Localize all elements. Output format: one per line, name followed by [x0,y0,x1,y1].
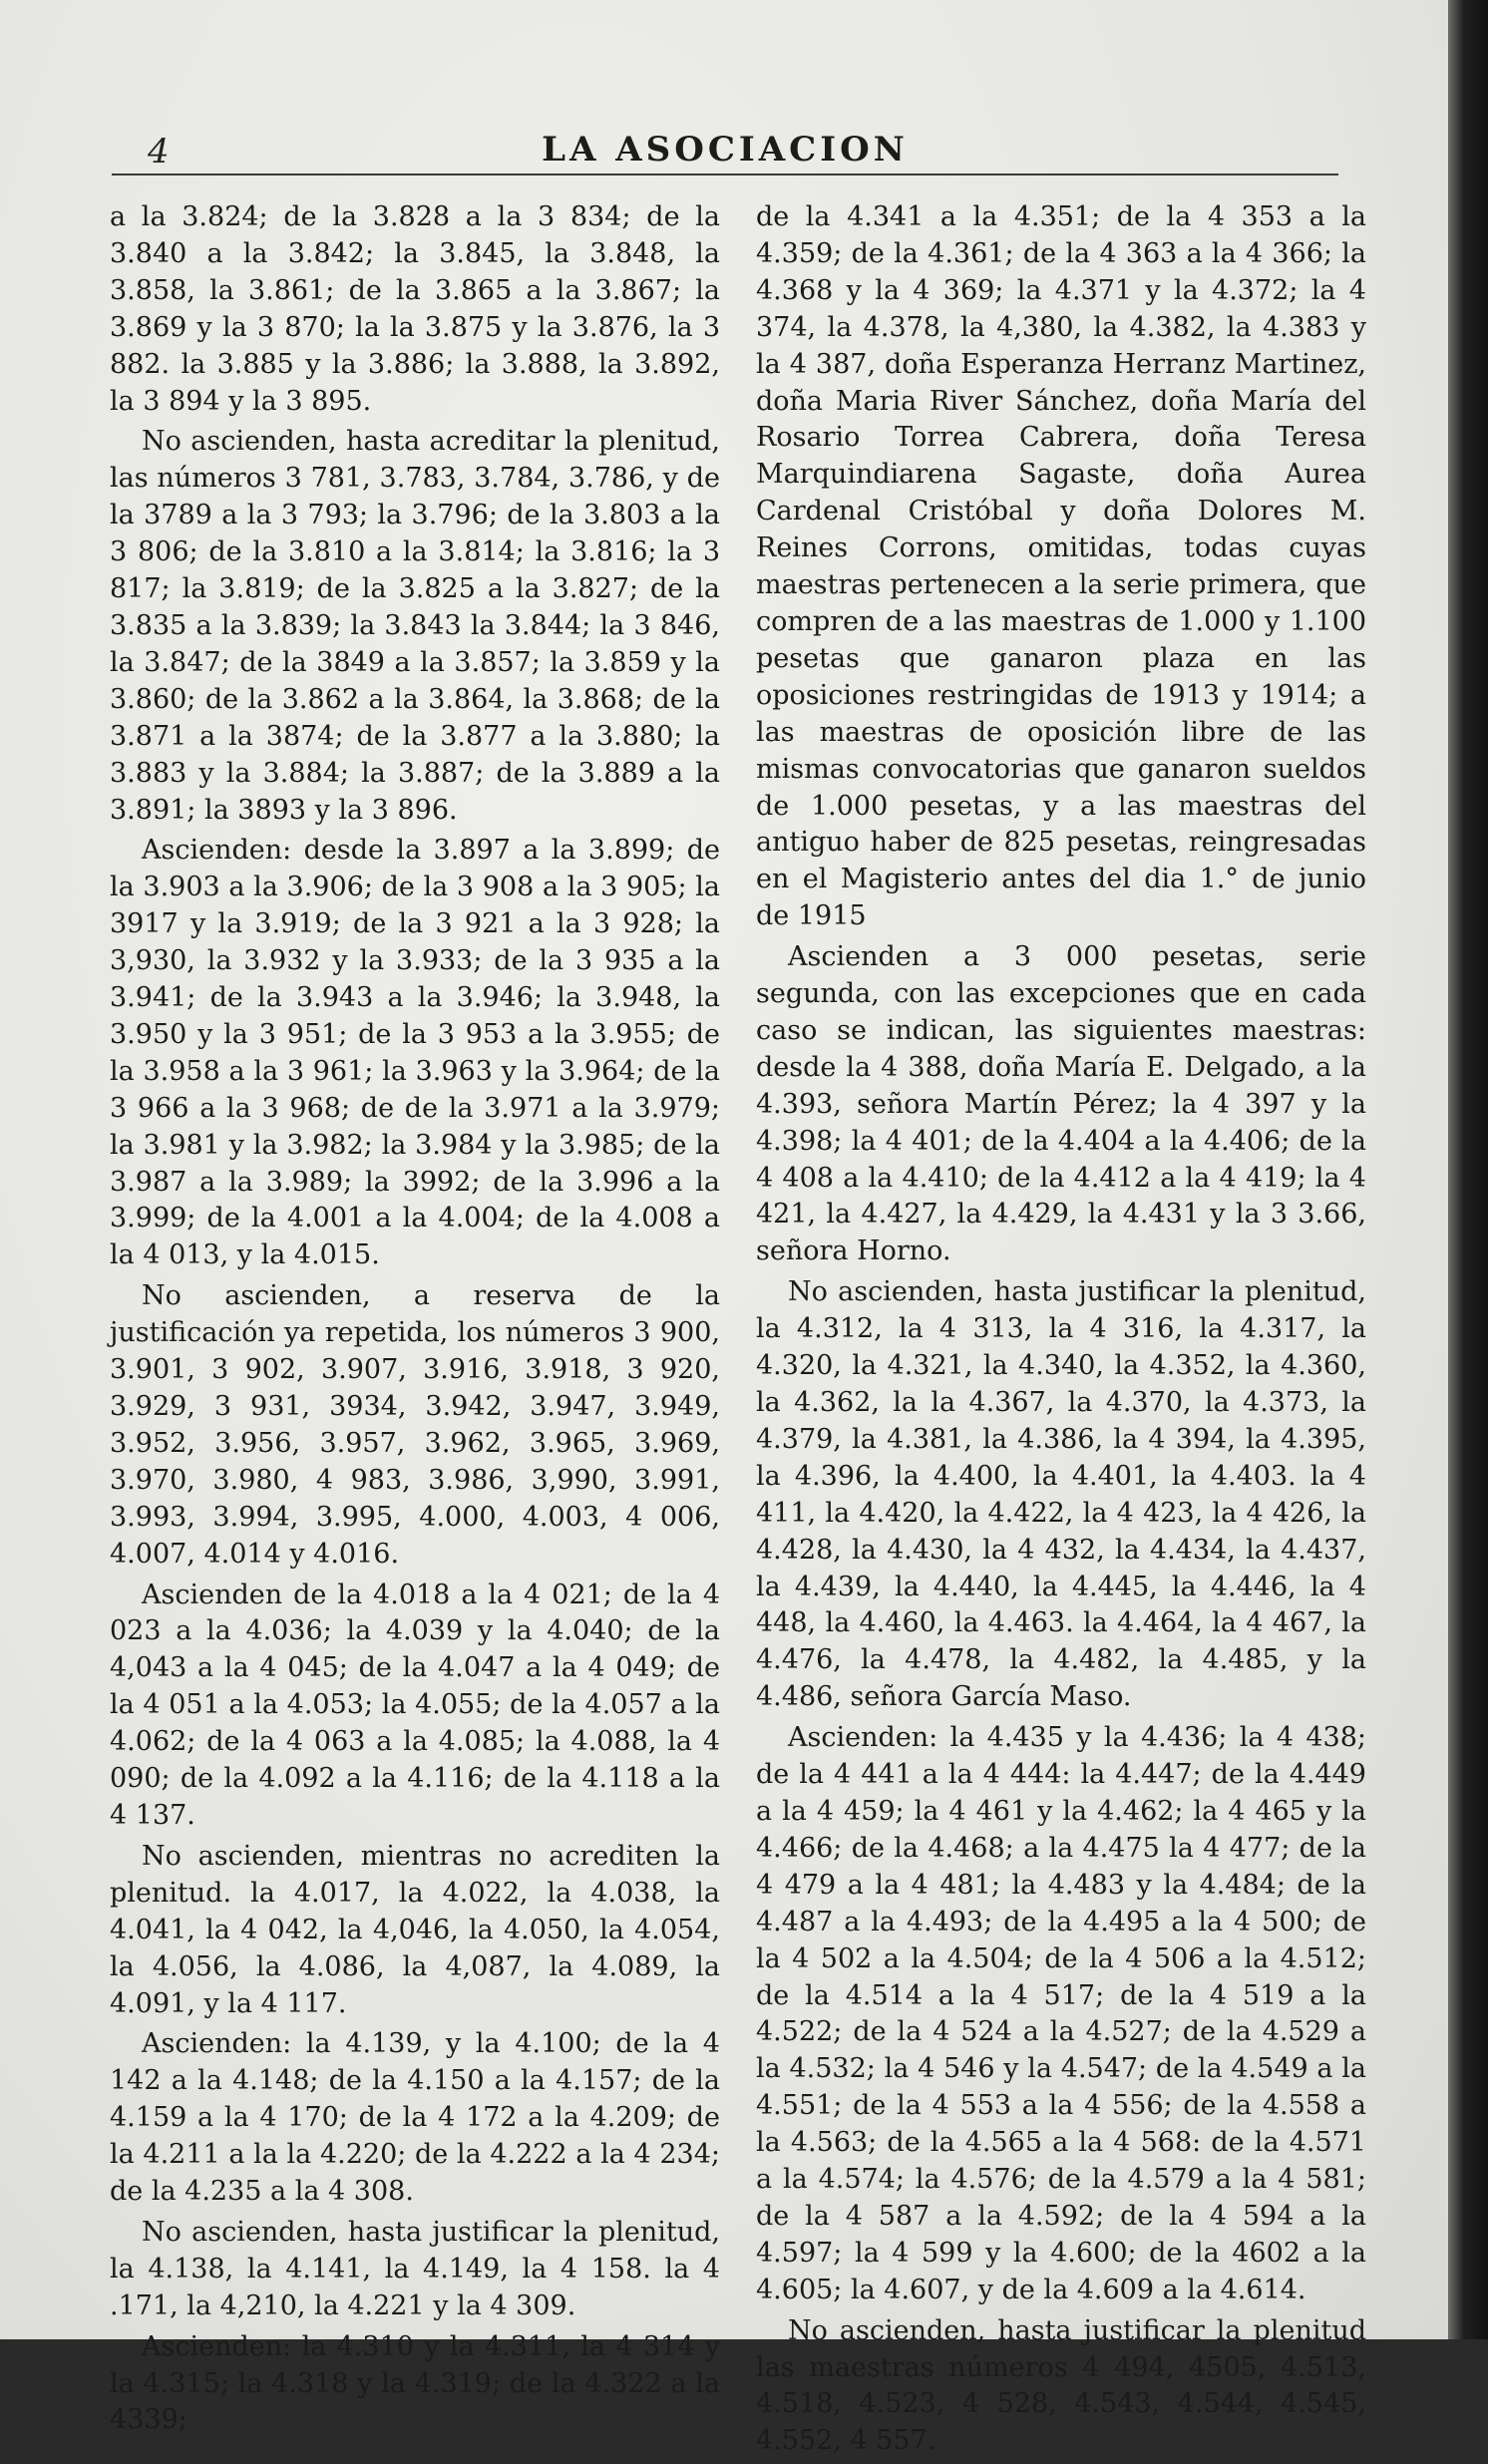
page-number: 4 [148,132,170,172]
paragraph: Ascienden: la 4.310 y la 4.311, la 4 314 y la 4.315; la 4.318 y la 4.319; de la 4.322 a la 4339; [110,2330,720,2436]
paragraph: a la 3.824; de la 3.828 a la 3 834; de la 3.840 a la 3.842; la 3.845, la 3.848, la 3.858, la 3.861; de la 3.865 a la 3.867; la 3.869 y la 3 870; la la 3.875 y la 3.876, la 3 882. la 3.885 y la 3.886; la 3.888, la 3.892, la 3 894 y la 3 895. [110,201,720,417]
book-spine-edge [1448,0,1488,2339]
paragraph: Ascienden: la 4.435 y la 4.436; la 4 438; de la 4 441 a la 4 444: la 4.447; de la 4.449 a la 4 459; la 4 461 y la 4.462; la 4 465 y la 4.466; de la 4.468; a la 4.475 la 4 477; de la 4 479 a la 4 481; la 4.483 y la 4.484; de la 4.487 a la 4.493; de la 4.495 a la 4 500; de la 4 502 a la 4.504; de la 4 506 a la 4.512; de la 4.514 a la 4 517; de la 4 519 a la 4.522; de la 4 524 a la 4.527; de la 4.529 a la 4.532; la 4 546 y la 4.547; de la 4.549 a la 4.551; de la 4 553 a la 4 556; de la 4.558 a la 4.563; de la 4.565 a la 4 568: de la 4.571 a la 4.574; la 4.576; de la 4.579 a la 4 581; de la 4 587 a la 4.592; de la 4 594 a la 4.597; la 4 599 y la 4.600; de la 4602 a la 4.605; la 4.607, y de la 4.609 a la 4.614. [756,1722,1366,2305]
right-column [756,199,1366,2464]
paragraph: No ascienden, hasta justificar la plenitud, la 4.312, la 4 313, la 4 316, la 4.317, la 4.320, la 4.321, la 4.340, la 4.352, la 4.360, la 4.362, la la 4.367, la 4.370, la 4.373, la 4.379, la 4.381, la 4.386, la 4 394, la 4.395, la 4.396, la 4.400, la 4.401, la 4.403. la 4 411, la 4.420, la 4.422, la 4 423, la 4 426, la 4.428, la 4.430, la 4 432, la 4.434, la 4.437, la 4.439, la 4.440, la 4.445, la 4.446, la 4 448, la 4.460, la 4.463. la 4.464, la 4 467, la 4.476, la 4.478, la 4.482, la 4.485, y la 4.486, señora García Maso. [756,1276,1366,1713]
paragraph: No ascienden, a reserva de la justificación ya repetida, los números 3 900, 3.901, 3 902, 3.907, 3.916, 3.918, 3 920, 3.929, 3 931, 3934, 3.942, 3.947, 3.949, 3.952, 3.956, 3.957, 3.962, 3.965, 3.969, 3.970, 3.980, 4 983, 3.986, 3,990, 3.991, 3.993, 3.994, 3.995, 4.000, 4.003, 4 006, 4.007, 4.014 y 4.016. [110,1280,720,1570]
paragraph: No ascienden, hasta justificar la plenitud, la 4.138, la 4.141, la 4.149, la 4 158. la 4 .171, la 4,210, la 4.221 y la 4 309. [110,2216,720,2321]
paragraph: Ascienden: desde la 3.897 a la 3.899; de la 3.903 a la 3.906; de la 3 908 a la 3 905; la 3917 y la 3.919; de la 3 921 a la 3 928; la 3,930, la 3.932 y la 3.933; de la 3 935 a la 3.941; de la 3.943 a la 3.946; la 3.948, la 3.950 y la 3 951; de la 3 953 a la 3.955; de la 3.958 a la 3 961; la 3.963 y la 3.964; de la 3 966 a la 3 968; de de la 3.971 a la 3.979; la 3.981 y la 3.982; la 3.984 y la 3.985; de la 3.987 a la 3.989; la 3992; de la 3.996 a la 3.999; de la 4.001 a la 4.004; de la 4.008 a la 4 013, y la 4.015. [110,835,720,1271]
journal-title: LA ASOCIACION [542,130,909,170]
left-column [110,199,720,2443]
paragraph: No ascienden, mientras no acrediten la plenitud. la 4.017, la 4.022, la 4.038, la 4.041, la 4 042, la 4,046, la 4.050, la 4.054, la 4.056, la 4.086, la 4,087, la 4.089, la 4.091, y la 4 117. [110,1840,720,2019]
paragraph: Ascienden a 3 000 pesetas, serie segunda, con las excepciones que en cada caso se indican, las siguientes maestras: desde la 4 388, doña María E. Delgado, a la 4.393, señora Martín Pérez; la 4 397 y la 4.398; la 4 401; de la 4.404 a la 4.406; de la 4 408 a la 4.410; de la 4.412 a la 4 419; la 4 421, la 4.427, la 4.429, la 4.431 y la 3 3.66, señora Horno. [756,941,1366,1267]
page-header [112,128,1338,176]
paragraph: No ascienden, hasta acreditar la plenitud, las números 3 781, 3.783, 3.784, 3.786, y de la 3789 a la 3 793; la 3.796; de la 3.803 a la 3 806; de la 3.810 a la 3.814; la 3.816; la 3 817; la 3.819; de la 3.825 a la 3.827; de la 3.835 a la 3.839; la 3.843 la 3.844; la 3 846, la 3.847; de la 3849 a la 3.857; la 3.859 y la 3.860; de la 3.862 a la 3.864, la 3.868; de la 3.871 a la 3874; de la 3.877 a la 3.880; la 3.883 y la 3.884; la 3.887; de la 3.889 a la 3.891; la 3893 y la 3 896. [110,426,720,826]
paragraph: No ascienden, hasta justificar la plenitud las maestras números 4 494, 4505, 4.513, 4.518, 4.523, 4 528, 4.543, 4.544, 4.545, 4.552, 4 557. [756,2314,1366,2457]
paragraph: de la 4.341 a la 4.351; de la 4 353 a la 4.359; de la 4.361; de la 4 363 a la 4 366; la 4.368 y la 4 369; la 4.371 y la 4.372; la 4 374, la 4.378, la 4,380, la 4.382, la 4.383 y la 4 387, doña Esperanza Herranz Martinez, doña Maria River Sánchez, doña María del Rosario Torrea Cabrera, doña Teresa Marquindiarena Sagaste, doña Aurea Cardenal Cristóbal y doña Dolores M. Reines Corrons, omitidas, todas cuyas maestras pertenecen a la serie primera, que compren de a las maestras de 1.000 y 1.100 pesetas que ganaron plaza en las oposiciones restringidas de 1913 y 1914; a las maestras de oposición libre de las mismas convocatorias que ganaron sueldos de 1.000 pesetas, y a las maestras del antiguo haber de 825 pesetas, reingresadas en el Magisterio antes del dia 1.° de junio de 1915 [756,201,1366,932]
paragraph: Ascienden de la 4.018 a la 4 021; de la 4 023 a la 4.036; la 4.039 y la 4.040; de la 4,043 a la 4 045; de la 4.047 a la 4 049; de la 4 051 a la 4.053; la 4.055; de la 4.057 a la 4.062; de la 4 063 a la 4.085; la 4.088, la 4 090; de la 4.092 a la 4.116; de la 4.118 a la 4 137. [110,1579,720,1831]
paragraph: Ascienden: la 4.139, y la 4.100; de la 4 142 a la 4.148; de la 4.150 a la 4.157; de la 4.159 a la 4 170; de la 4 172 a la 4.209; de la 4.211 a la la 4.220; de la 4.222 a la 4 234; de la 4.235 a la 4 308. [110,2028,720,2208]
